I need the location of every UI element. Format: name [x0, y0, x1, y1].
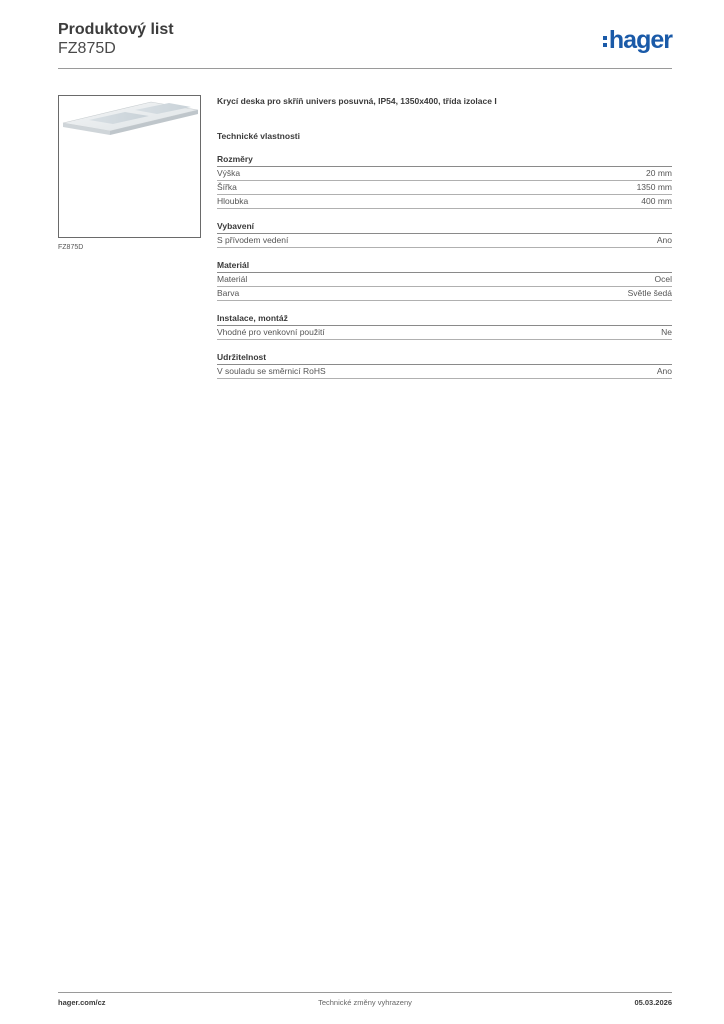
- property-row: [217, 167, 672, 181]
- property-label: Hloubka: [217, 196, 249, 206]
- property-label: Výška: [217, 168, 241, 178]
- header-divider: [58, 68, 672, 69]
- property-value: Ano: [656, 235, 672, 245]
- property-label: Šířka: [217, 182, 237, 192]
- property-value: 1350 mm: [636, 182, 672, 192]
- property-row: [217, 287, 672, 301]
- group-title: Instalace, montáž: [217, 313, 672, 326]
- property-value: Ocel: [654, 274, 672, 284]
- image-caption: FZ875D: [58, 244, 84, 251]
- page-header: [58, 21, 672, 69]
- document-title: Produktový list: [58, 21, 174, 38]
- group-title: Materiál: [217, 260, 672, 273]
- property-row: [217, 273, 672, 287]
- group-title: Udržitelnost: [217, 352, 672, 365]
- footer-date: 05.03.2026: [634, 998, 672, 1007]
- technical-properties-heading: Technické vlastnosti: [217, 131, 300, 141]
- property-value: Ano: [656, 366, 672, 376]
- property-group-equipment: [217, 221, 672, 248]
- property-row: [217, 365, 672, 379]
- hager-logo: [603, 27, 672, 53]
- property-group-dimensions: [217, 154, 672, 209]
- property-group-sustainability: [217, 352, 672, 379]
- property-value: Ne: [661, 327, 672, 337]
- product-code: FZ875D: [58, 40, 116, 57]
- property-value: Světle šedá: [627, 288, 672, 298]
- product-description: Krycí deska pro skříň univers posuvná, IP54, 1350x400, třída izolace I: [217, 96, 497, 106]
- footer-divider: [58, 992, 672, 993]
- group-title: Vybavení: [217, 221, 672, 234]
- property-value: 400 mm: [641, 196, 672, 206]
- property-row: [217, 234, 672, 248]
- cover-plate-illustration: [59, 96, 200, 237]
- property-label: Barva: [217, 288, 240, 298]
- property-group-installation: [217, 313, 672, 340]
- property-label: V souladu se směrnicí RoHS: [217, 366, 326, 376]
- footer-website-link[interactable]: hager.com/cz: [58, 998, 106, 1007]
- product-details: [217, 95, 672, 379]
- property-row: [217, 195, 672, 209]
- property-value: 20 mm: [646, 168, 672, 178]
- logo-text: hager: [608, 26, 672, 54]
- property-group-material: [217, 260, 672, 301]
- property-label: Materiál: [217, 274, 248, 284]
- property-label: Vhodné pro venkovní použití: [217, 327, 325, 337]
- group-title: Rozměry: [217, 154, 672, 167]
- property-row: [217, 326, 672, 340]
- footer-notice: Technické změny vyhrazeny: [318, 998, 412, 1007]
- property-label: S přívodem vedení: [217, 235, 289, 245]
- logo-dots-icon: [603, 36, 607, 47]
- product-image: [58, 95, 201, 238]
- property-row: [217, 181, 672, 195]
